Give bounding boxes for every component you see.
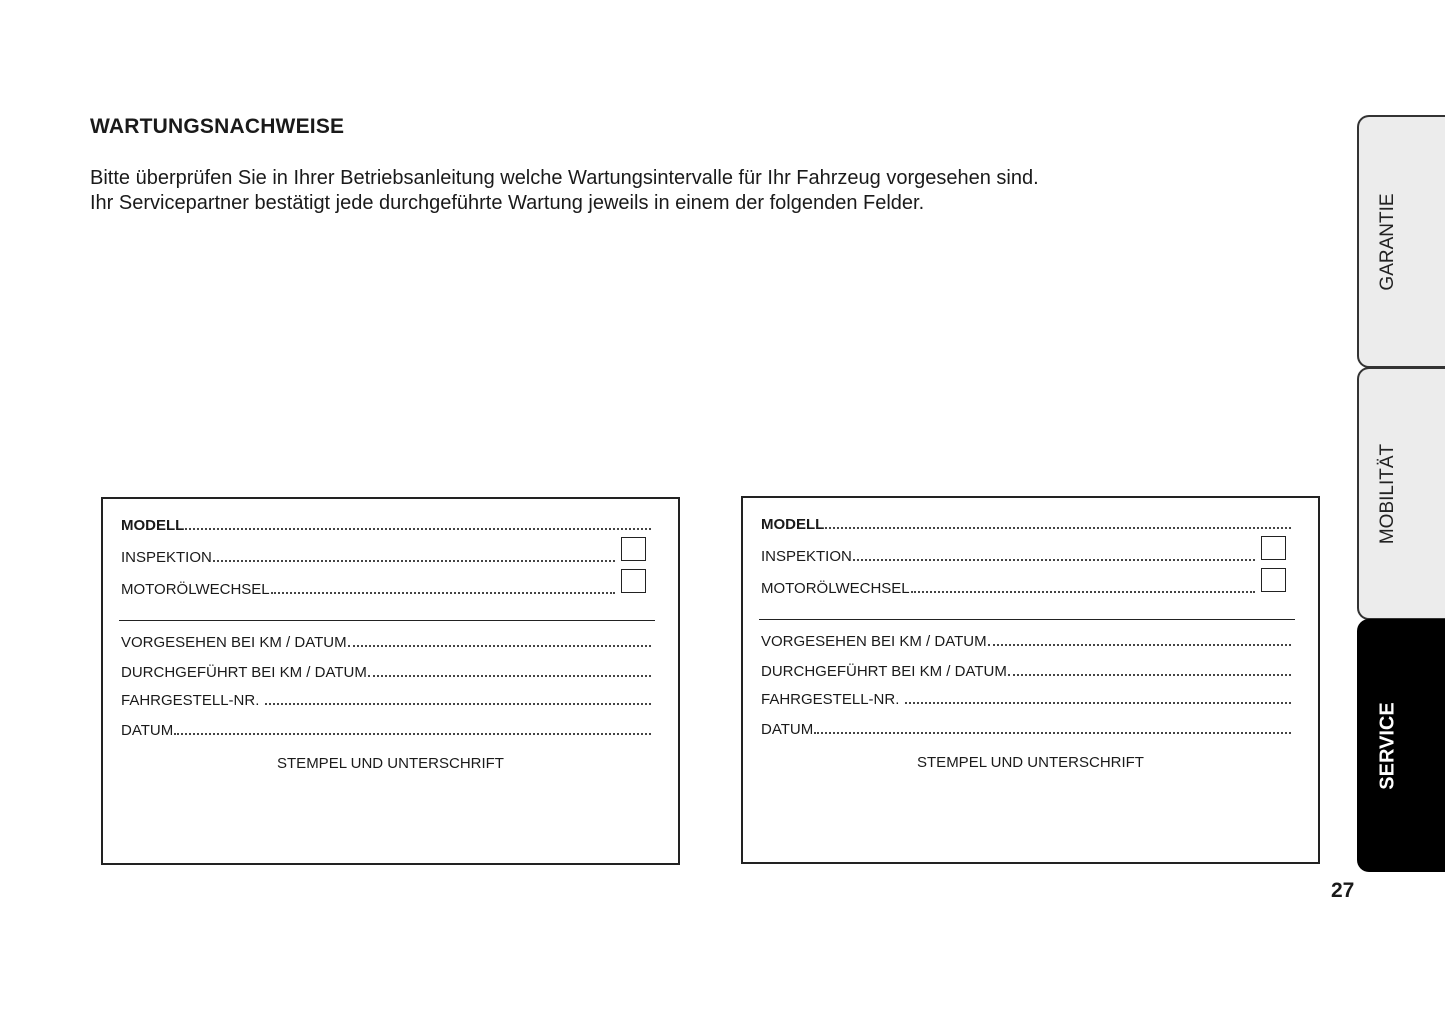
datum-label: DATUM — [121, 722, 174, 739]
inspektion-checkbox[interactable] — [621, 537, 646, 561]
motoroel-field[interactable] — [761, 577, 1255, 597]
page-title: WARTUNGSNACHWEISE — [90, 115, 345, 138]
vorgesehen-dotted-line — [348, 645, 651, 647]
datum-dotted-line — [814, 732, 1291, 734]
maintenance-record-card-2 — [741, 496, 1320, 864]
intro-line-2: Ihr Servicepartner bestätigt jede durchgeführte Wartung jeweils in einem der folgenden Felder. — [90, 192, 925, 214]
stamp-signature-label: STEMPEL UND UNTERSCHRIFT — [917, 754, 1144, 771]
modell-dotted-line — [185, 528, 651, 530]
divider — [119, 620, 655, 621]
fahrgestell-dotted-line — [265, 703, 651, 705]
motoroel-checkbox[interactable] — [1261, 568, 1286, 592]
durchgefuehrt-label: DURCHGEFÜHRT BEI KM / DATUM — [761, 663, 1007, 680]
vorgesehen-dotted-line — [988, 644, 1291, 646]
fahrgestell-label: FAHRGESTELL-NR. — [761, 691, 900, 708]
maintenance-record-card-1 — [101, 497, 680, 865]
fahrgestell-dotted-line — [905, 702, 1291, 704]
modell-field[interactable] — [121, 514, 651, 534]
modell-label: MODELL — [761, 516, 825, 533]
tab-service[interactable] — [1357, 619, 1445, 872]
motoroel-dotted-line — [271, 592, 615, 594]
vorgesehen-field[interactable] — [121, 631, 651, 651]
modell-dotted-line — [825, 527, 1291, 529]
divider — [759, 619, 1295, 620]
tab-service-label: SERVICE — [1376, 701, 1399, 790]
motoroel-dotted-line — [911, 591, 1255, 593]
modell-field[interactable] — [761, 513, 1291, 533]
datum-label: DATUM — [761, 721, 814, 738]
intro-text — [90, 166, 1039, 216]
vorgesehen-label: VORGESEHEN BEI KM / DATUM — [121, 634, 347, 651]
inspektion-dotted-line — [853, 559, 1255, 561]
inspektion-dotted-line — [213, 560, 615, 562]
inspektion-field[interactable] — [761, 545, 1255, 565]
fahrgestell-label: FAHRGESTELL-NR. — [121, 692, 260, 709]
durchgefuehrt-dotted-line — [368, 675, 651, 677]
motoroel-label: MOTORÖLWECHSEL — [121, 581, 270, 598]
motoroel-label: MOTORÖLWECHSEL — [761, 580, 910, 597]
tab-mobilitaet[interactable] — [1357, 367, 1445, 620]
intro-line-1: Bitte überprüfen Sie in Ihrer Betriebsanleitung welche Wartungsintervalle für Ihr Fahrzeug vorgesehen sind. — [90, 167, 1039, 189]
durchgefuehrt-dotted-line — [1008, 674, 1291, 676]
inspektion-field[interactable] — [121, 546, 615, 566]
durchgefuehrt-field[interactable] — [121, 661, 651, 681]
fahrgestell-field[interactable] — [761, 688, 1291, 708]
page-number: 27 — [1331, 879, 1355, 902]
tab-mobilitaet-label: MOBILITÄT — [1377, 443, 1398, 544]
inspektion-label: INSPEKTION — [121, 549, 212, 566]
durchgefuehrt-label: DURCHGEFÜHRT BEI KM / DATUM — [121, 664, 367, 681]
tab-garantie-label: GARANTIE — [1377, 192, 1398, 291]
motoroel-field[interactable] — [121, 578, 615, 598]
datum-dotted-line — [174, 733, 651, 735]
fahrgestell-field[interactable] — [121, 689, 651, 709]
datum-field[interactable] — [761, 718, 1291, 738]
inspektion-checkbox[interactable] — [1261, 536, 1286, 560]
datum-field[interactable] — [121, 719, 651, 739]
durchgefuehrt-field[interactable] — [761, 660, 1291, 680]
tab-garantie[interactable] — [1357, 115, 1445, 368]
vorgesehen-field[interactable] — [761, 630, 1291, 650]
inspektion-label: INSPEKTION — [761, 548, 852, 565]
stamp-signature-label: STEMPEL UND UNTERSCHRIFT — [277, 755, 504, 772]
vorgesehen-label: VORGESEHEN BEI KM / DATUM — [761, 633, 987, 650]
motoroel-checkbox[interactable] — [621, 569, 646, 593]
modell-label: MODELL — [121, 517, 185, 534]
